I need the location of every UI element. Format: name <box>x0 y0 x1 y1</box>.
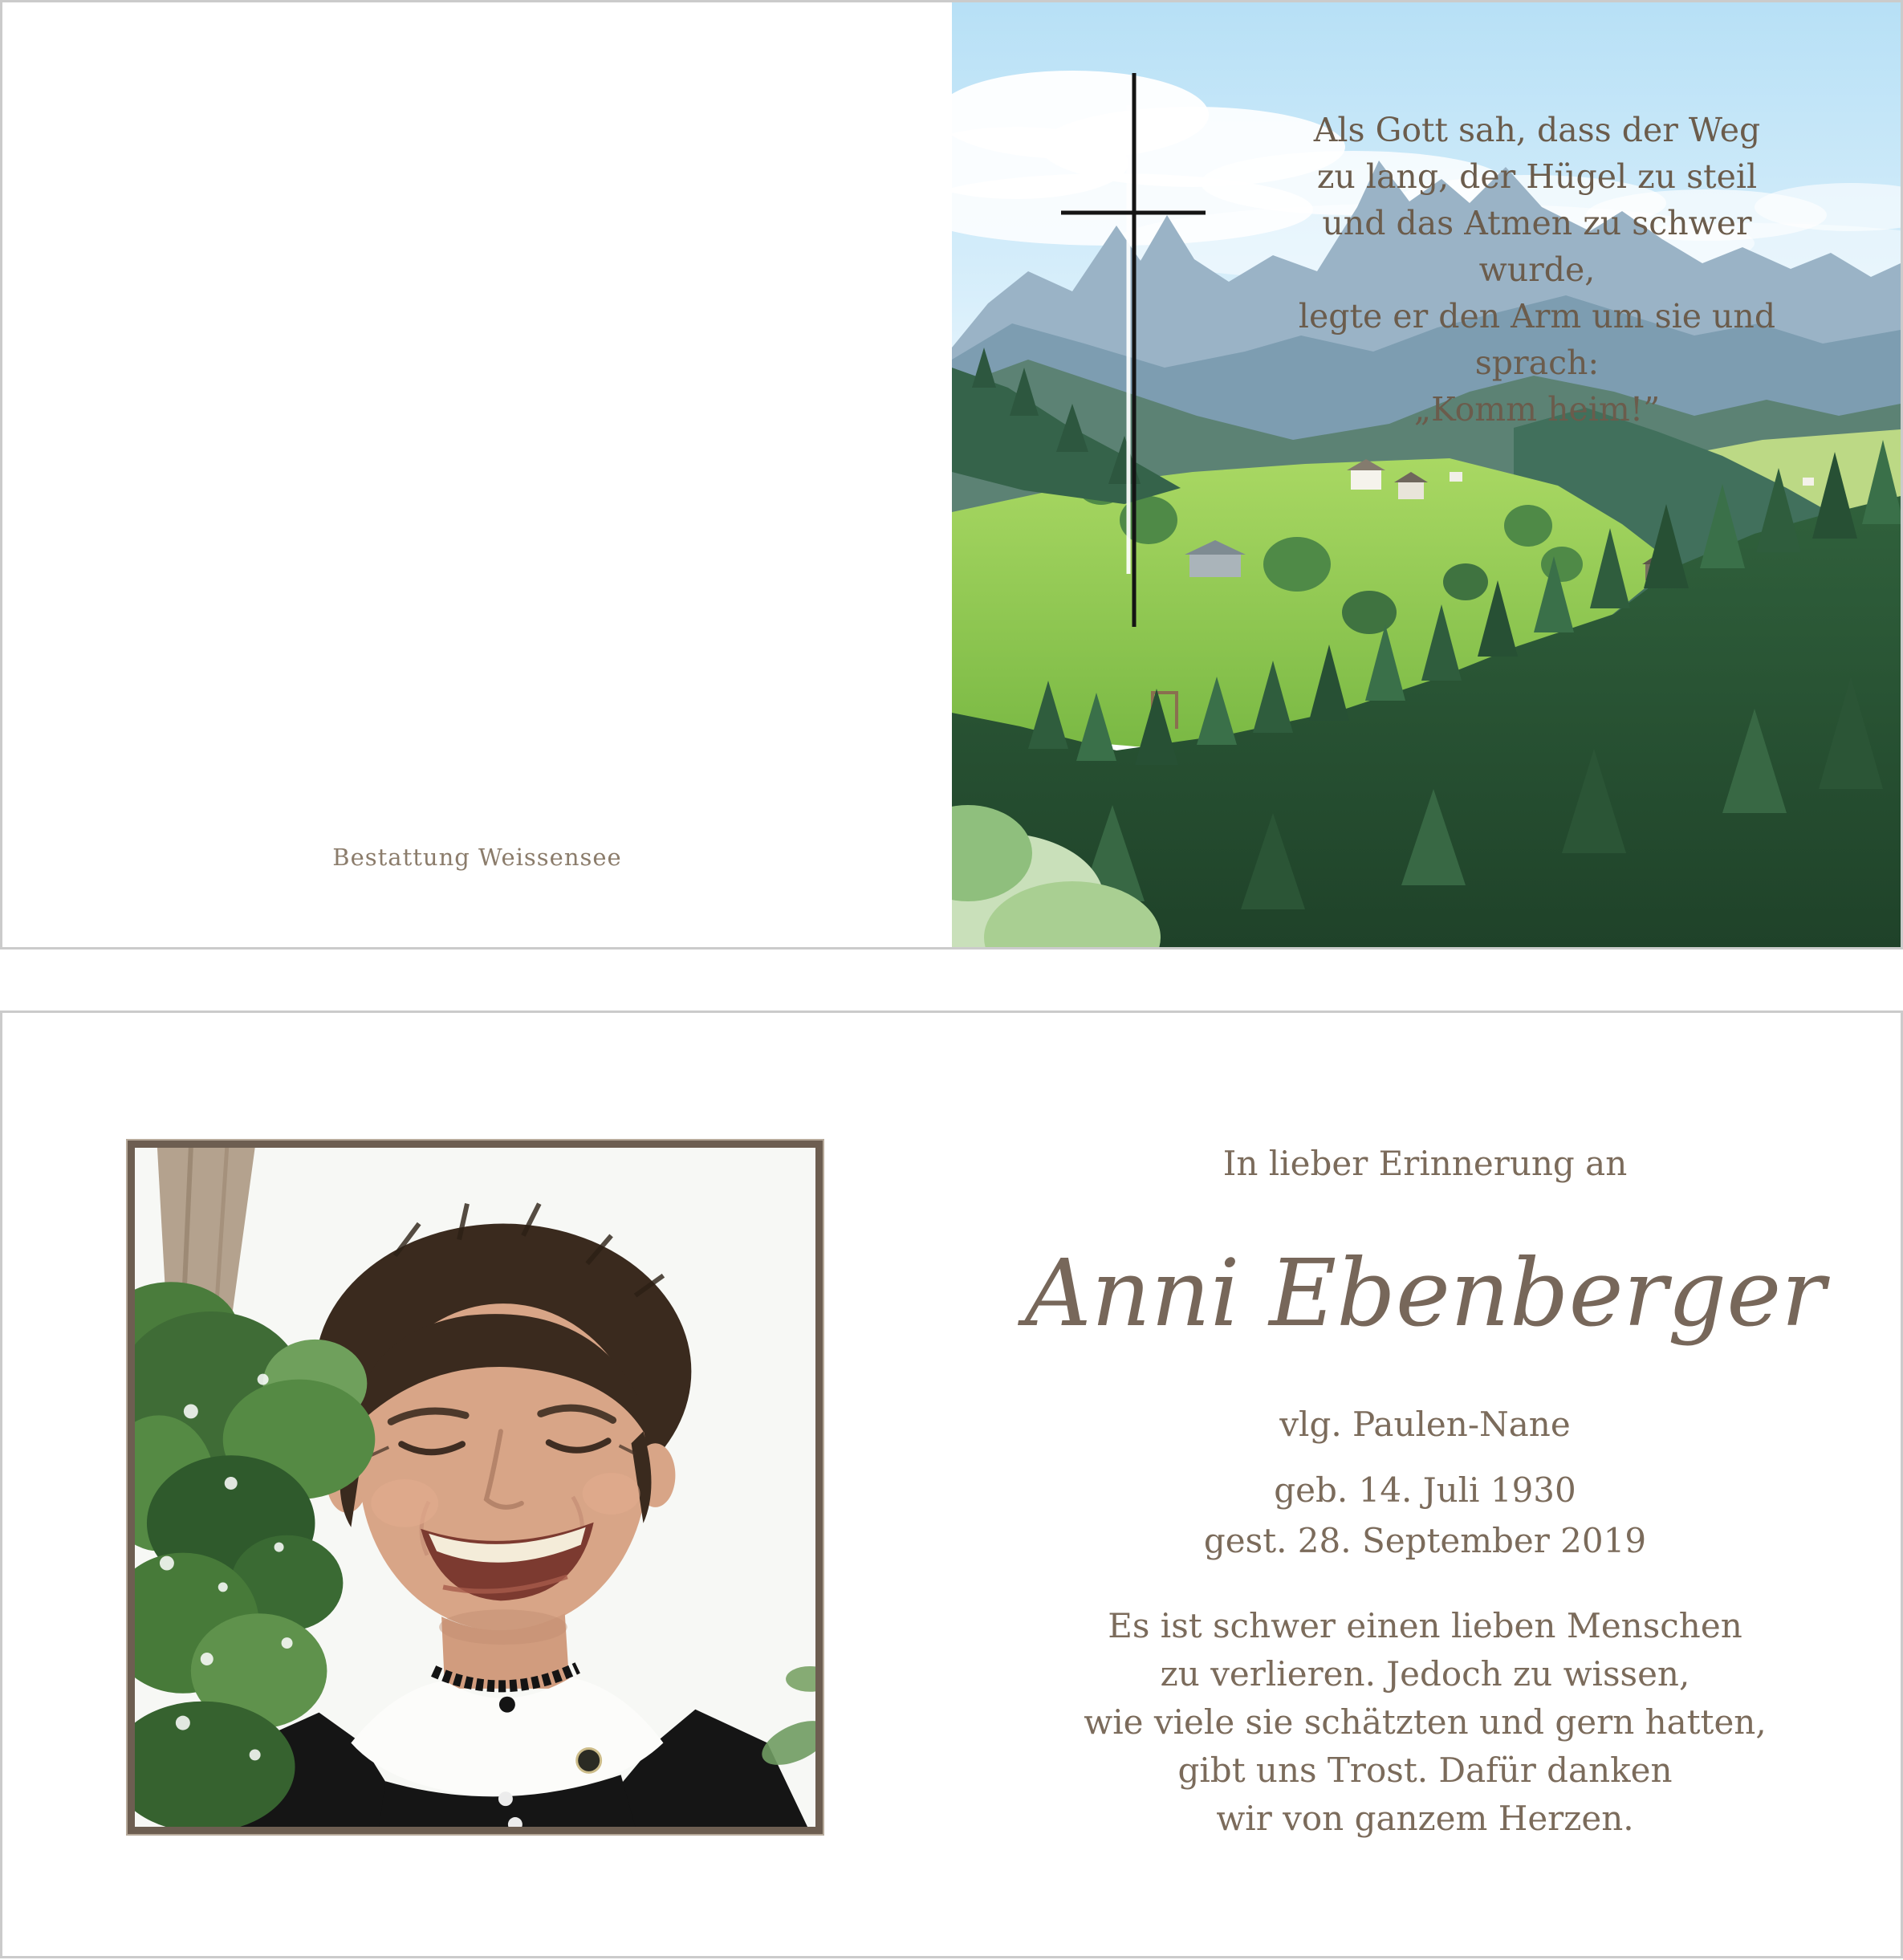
memorial-text-panel <box>952 1013 1898 1956</box>
memorial-intro: In lieber Erinnerung an <box>1222 1144 1628 1183</box>
birth-date: geb. 14. Juli 1930 <box>1274 1470 1576 1510</box>
verse-line: „Komm heim!” <box>1413 390 1661 429</box>
death-date: gest. 28. September 2019 <box>1203 1521 1647 1560</box>
portrait-photo <box>128 1141 823 1834</box>
portrait-photo-svg <box>135 1148 815 1827</box>
card-outside-spread <box>0 0 1903 950</box>
verse-line: Als Gott sah, dass der Weg <box>1313 111 1761 149</box>
vulgo-name: vlg. Paulen-Nane <box>1279 1405 1571 1444</box>
verse-line: zu lang, der Hügel zu steil <box>1316 157 1758 196</box>
funeral-home-imprint: Bestattung Weissensee <box>332 844 622 871</box>
condolence-line: Es ist schwer einen lieben Menschen <box>1108 1606 1742 1645</box>
verse-line: legte er den Arm um sie und sprach: <box>1298 297 1776 382</box>
verse-text <box>1272 107 1802 433</box>
condolence-line: gibt uns Trost. Dafür danken <box>1177 1751 1673 1790</box>
back-cover-panel <box>2 2 952 947</box>
condolence-line: zu verlieren. Jedoch zu wissen, <box>1160 1654 1690 1694</box>
front-cover-panel <box>952 2 1901 947</box>
deceased-name: Anni Ebenberger <box>1024 1240 1826 1348</box>
card-inside-spread <box>0 1010 1903 1958</box>
verse-line: und das Atmen zu schwer wurde, <box>1322 204 1752 289</box>
condolence-line: wie viele sie schätzten und gern hatten, <box>1084 1702 1767 1742</box>
condolence-text <box>952 1602 1898 1843</box>
condolence-line: wir von ganzem Herzen. <box>1216 1799 1634 1838</box>
